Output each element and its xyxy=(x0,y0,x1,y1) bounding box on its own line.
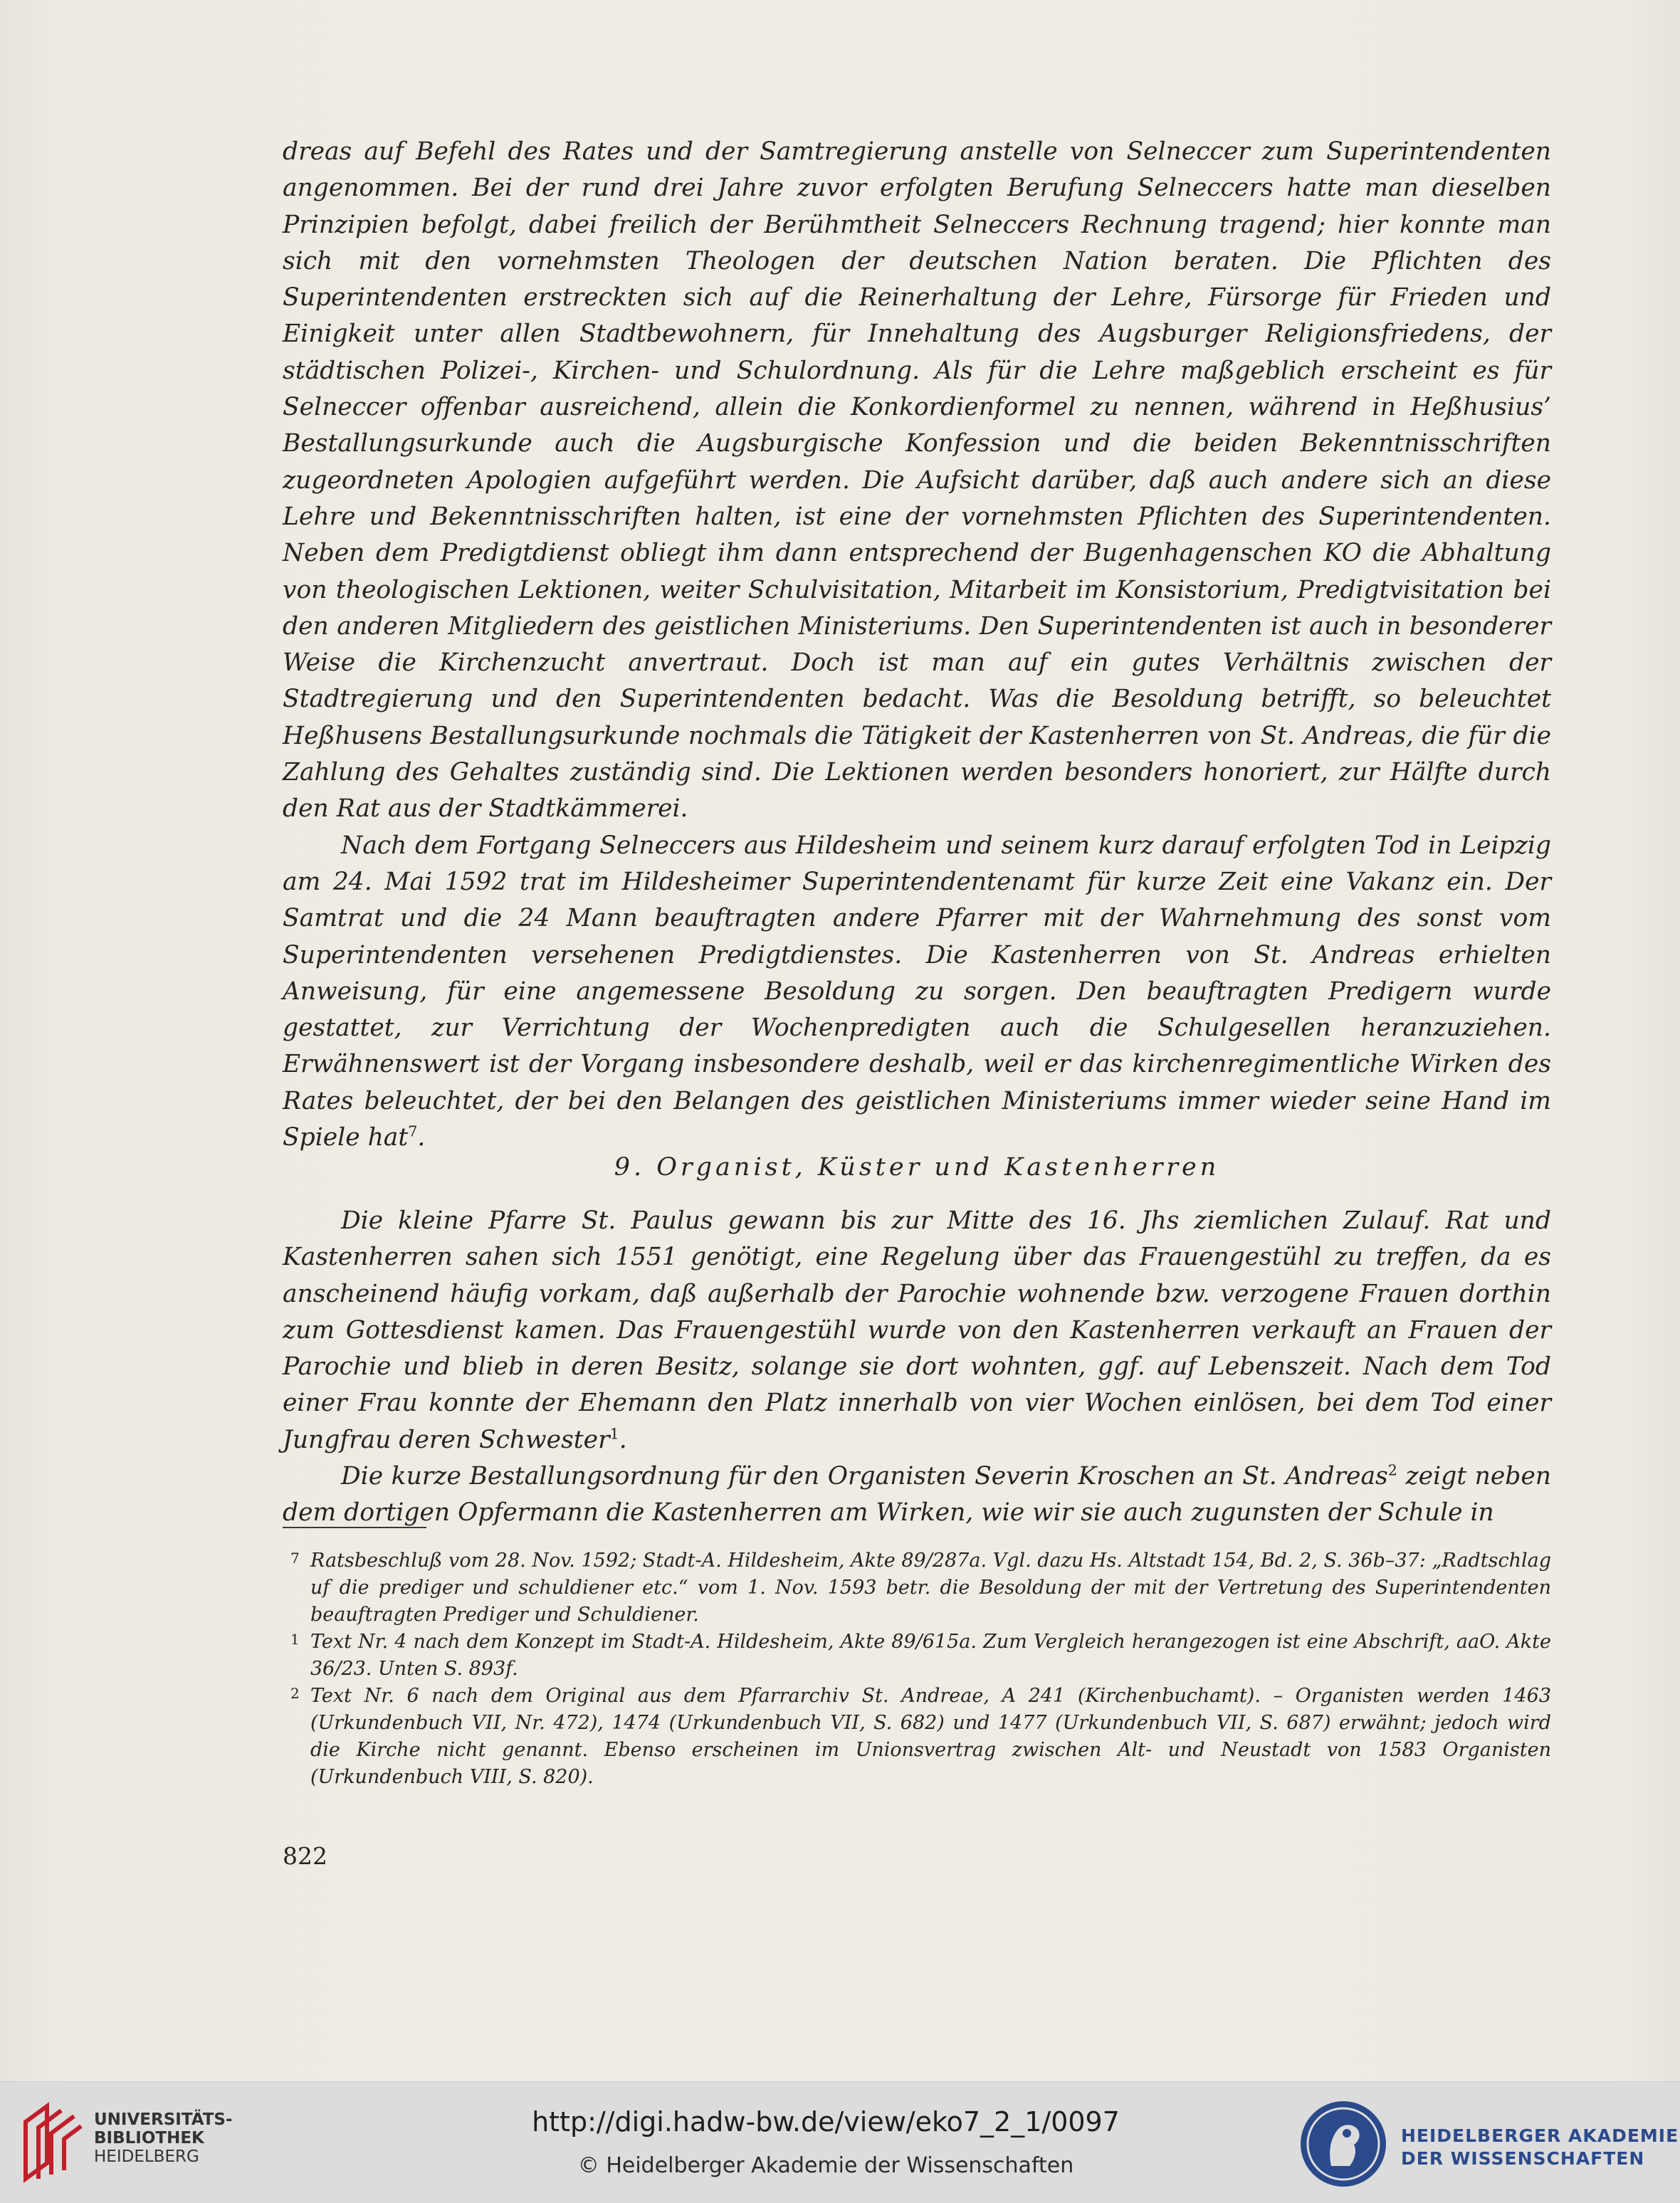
viewer-banner xyxy=(0,2081,1680,2203)
section-9-text xyxy=(283,1203,1551,1532)
paragraph-4: Die kurze Bestallungsordnung für den Organisten Severin Kroschen an St. Andreas$^2$ zeigt neben dem dortigen Opfermann die Kastenherren am Wirken, wie wir sie auch zugunsten der Schule in xyxy=(283,1461,1551,1528)
permalink-url[interactable]: http://digi.hadw-bw.de/view/eko7_2_1/0097 xyxy=(532,2106,1120,2138)
footnote-mark: 1 xyxy=(290,1631,300,1648)
footnote-2 xyxy=(283,1683,1551,1791)
footnote-divider xyxy=(283,1527,426,1528)
footnote-ref-1[interactable]: 1 xyxy=(609,1425,619,1443)
footnote-text: Text Nr. 6 nach dem Original aus dem Pfarrarchiv St. Andreae, A 241 (Kirchenbuchamt). – Organisten werden 1463 (Urkundenbuch VII, Nr. 472), 1474 (Urkundenbuch VII, S. 682) und 1477 (Urkundenbuch VII, S. 687) erwähnt; jedoch wird die Kirche nicht genannt. Ebenso erscheinen im Unionsvertrag zwischen Alt- und Neustadt von 1583 Organisten (Urkundenbuch VIII, S. 820). xyxy=(310,1685,1551,1788)
section-heading: 9. Organist, Küster und Kastenherren xyxy=(614,1153,1220,1182)
footnote-ref-2[interactable]: 2 xyxy=(1387,1461,1397,1479)
footnote-text: Text Nr. 4 nach dem Konzept im Stadt-A. Hildesheim, Akte 89/615a. Zum Vergleich herangezogen ist eine Abschrift, aaO. Akte 36/23. Unten S. 893f. xyxy=(310,1631,1551,1680)
academy-seal-icon[interactable] xyxy=(1297,2098,1390,2193)
copyright-notice: © Heidelberger Akademie der Wissenschaften xyxy=(577,2153,1074,2178)
library-logo-icon[interactable] xyxy=(19,2101,87,2189)
paragraph-1: dreas auf Befehl des Rates und der Samtregierung anstelle von Selneccer zum Superintendenten angenommen. Bei der rund drei Jahre zuvor erfolgten Berufung Selneccers hatte man dieselben Prinzipien befolgt, dabei freilich der Berühmtheit Selneccers Rechnung tragend; hier konnte man sich mit den vornehmsten Theologen der deutschen Nation beraten. Die Pflichten des Superintendenten erstreckten sich auf die Reinerhaltung der Lehre, Fürsorge für Frieden und Einigkeit unter allen Stadtbewohnern, für Innehaltung des Augsburger Religionsfriedens, der städtischen Polizei-, Kirchen- und Schulordnung. Als für die Lehre maßgeblich erscheint es für Selneccer offenbar ausreichend, allein die Konkordienformel zu nennen, während in Heßhusius’ Bestallungsurkunde auch die Augsburgische Konfession und die beiden Bekenntnisschriften zugeordneten Apologien aufgeführt werden. Die Aufsicht darüber, daß auch andere sich an diese Lehre und Bekenntnisschriften halten, ist eine der vornehmsten Pflichten des Superintendenten. Neben dem Predigtdienst obliegt ihm dann entsprechend der Bugenhagenschen KO die Abhaltung von theologischen Lektionen, weiter Schulvisitation, Mitarbeit im Konsistorium, Predigtvisitation bei den anderen Mitgliedern des geistlichen Ministeriums. Den Superintendenten ist auch in besonderer Weise die Kirchenzucht anvertraut. Doch ist man auf ein gutes Verhältnis zwischen der Stadtregierung und den Superintendenten bedacht. Was die Besoldung betrifft, so beleuchtet Heßhusens Bestallungsurkunde nochmals die Tätigkeit der Kastenherren von St. Andreas, die für die Zahlung des Gehaltes zuständig sind. Die Lektionen werden besonders honoriert, zur Hälfte durch den Rat aus der Stadtkämmerei. xyxy=(283,137,1551,824)
paragraph-2: Nach dem Fortgang Selneccers aus Hildesheim und seinem kurz darauf erfolgten Tod in Leipzig am 24. Mai 1592 trat im Hildesheimer Superintendentenamt für kurze Zeit eine Vakanz ein. Der Samtrat und die 24 Mann beauftragten andere Pfarrer mit der Wahrnehmung des sonst vom Superintendenten versehenen Predigtdienstes. Die Kastenherren von St. Andreas erhielten Anweisung, für eine angemessene Besoldung zu sorgen. Den beauftragten Predigern wurde gestattet, zur Verrichtung der Wochenpredigten auch die Schulgesellen heranzuziehen. Erwähnenswert ist der Vorgang insbesondere deshalb, weil er das kirchenregimentliche Wirken des Rates beleuchtet, der bei den Belangen des geistlichen Ministeriums immer wieder seine Hand im Spiele hat$^7$. xyxy=(283,831,1551,1152)
footnote-mark: 2 xyxy=(290,1685,300,1702)
footnote-1 xyxy=(283,1629,1551,1683)
footnotes xyxy=(283,1547,1551,1791)
library-name: UNIVERSITÄTS- BIBLIOTHEK HEIDELBERG xyxy=(94,2110,233,2166)
page-number: 822 xyxy=(283,1842,327,1870)
paragraph-3: Die kleine Pfarre St. Paulus gewann bis zur Mitte des 16. Jhs ziemlichen Zulauf. Rat und Kastenherren sahen sich 1551 genötigt, eine Regelung über das Frauengestühl zu treffen, da es anscheinend häufig vorkam, daß außerhalb der Parochie wohnende bzw. verzogene Frauen dorthin zum Gottesdienst kamen. Das Frauengestühl wurde von den Kastenherren verkauft an Frauen der Parochie und blieb in deren Besitz, solange sie dort wohnten, ggf. auf Lebenszeit. Nach dem Tod einer Frau konnte der Ehemann den Platz innerhalb von vier Wochen einlösen, bei dem Tod einer Jungfrau deren Schwester$^1$. xyxy=(283,1206,1551,1454)
footnote-mark: 7 xyxy=(290,1550,300,1567)
footnote-ref-7[interactable]: 7 xyxy=(408,1122,418,1140)
academy-name: HEIDELBERGER AKADEMIE DER WISSENSCHAFTEN xyxy=(1401,2125,1679,2169)
footnote-text: Ratsbeschluß vom 28. Nov. 1592; Stadt-A. Hildesheim, Akte 89/287a. Vgl. dazu Hs. Altstadt 154, Bd. 2, S. 36b–37: „Radtschlag uf die prediger und schuldiener etc.“ vom 1. Nov. 1593 betr. die Besoldung der mit der Vertretung des Superintendenten beauftragten Prediger und Schuldiener. xyxy=(310,1550,1551,1626)
footnote-7 xyxy=(283,1547,1551,1629)
main-text xyxy=(283,134,1551,1156)
